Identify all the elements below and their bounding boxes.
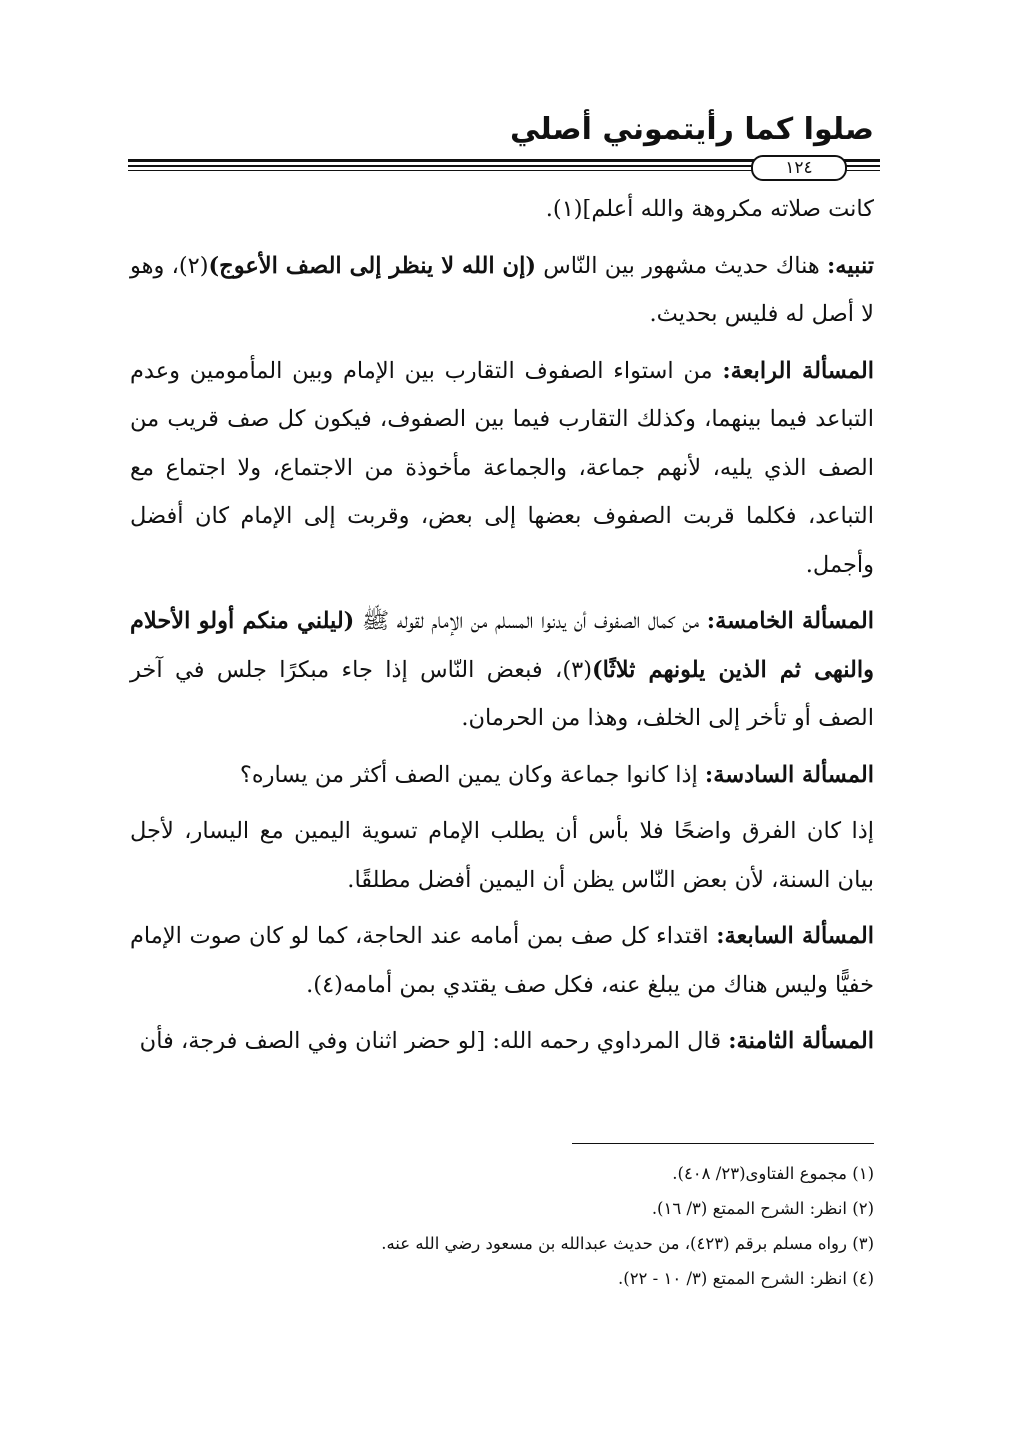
footnotes [130, 1156, 874, 1296]
page-header-title: صلوا كما رأيتموني أصلي [510, 112, 874, 147]
paragraph-note [130, 242, 874, 339]
footnote-separator [572, 1143, 874, 1144]
paragraph-label: المسألة الخامسة: [706, 608, 875, 634]
footnote-2: (٢) انظر: الشرح الممتع (٣/ ١٦). [651, 1199, 874, 1218]
page-number: ١٢٤ [751, 155, 847, 181]
paragraph-1 [130, 185, 874, 234]
paragraph-issue-5 [130, 597, 874, 743]
main-text [130, 185, 874, 1074]
hadith-quote: (ليلني منكم أولو الأحلام والنهى ثم الذين يلونهم ثلاثًا) [130, 608, 874, 683]
paragraph-label: المسألة السادسة: [704, 761, 874, 788]
paragraph-text: كانت صلاته مكروهة والله أعلم](١). [545, 196, 874, 222]
hadith-quote: (إن الله لا ينظر إلى الصف الأعوج) [208, 252, 536, 279]
paragraph-issue-6-answer [130, 807, 874, 904]
paragraph-text: اقتداء كل صف بمن أمامه عند الحاجة، كما لو كان صوت الإمام خفيًّا وليس هناك من يبلغ عنه، فكل صف يقتدي بمن أمامه(٤). [130, 923, 874, 998]
paragraph-text: هناك حديث مشهور بين النّاس [543, 252, 820, 279]
paragraph-text: قال المرداوي رحمه الله: [لو حضر اثنان وفي الصف فرجة، فأن [139, 1028, 722, 1054]
footnote-1: (١) مجموع الفتاوى(٢٣/ ٤٠٨). [672, 1164, 874, 1183]
paragraph-issue-4 [130, 347, 874, 590]
paragraph-text: إذا كان الفرق واضحًا فلا بأس أن يطلب الإمام تسوية اليمين مع اليسار، لأجل بيان السنة، لأن بعض النّاس يظن أن اليمين أفضل مطلقًا. [130, 818, 874, 893]
paragraph-text: إذا كانوا جماعة وكان يمين الصف أكثر من يساره؟ [239, 761, 698, 788]
header-rule [128, 155, 880, 179]
paragraph-text: من استواء الصفوف التقارب بين الإمام وبين المأمومين وعدم التباعد فيما بينهما، وكذلك التقارب فيما بين الصفوف، فيكون كل صف قريب من الصف الذي يليه، لأنهم جماعة، والجماعة مأخوذة من الاجتماع، ولا اجتماع مع التباعد، فكلما قربت الصفوف بعضها إلى بعض، وقربت إلى الإمام كان أفضل وأجمل. [130, 357, 874, 578]
paragraph-label: المسألة السابعة: [716, 923, 874, 949]
footnote-4: (٤) انظر: الشرح الممتع (٣/ ١٠ - ٢٢). [618, 1269, 874, 1288]
paragraph-issue-8 [130, 1017, 874, 1066]
paragraph-issue-6 [130, 751, 874, 800]
paragraph-label: المسألة الرابعة: [722, 357, 874, 384]
paragraph-issue-7 [130, 912, 874, 1009]
paragraph-text-after: (٢)، وهو لا أصل له فليس بحديث. [130, 252, 874, 327]
paragraph-label: تنبيه: [827, 252, 874, 279]
paragraph-text-after: (٣)، فبعض النّاس إذا جاء مبكرًا جلس في آخر الصف أو تأخر إلى الخلف، وهذا من الحرمان. [130, 656, 874, 731]
paragraph-label: المسألة الثامنة: [728, 1028, 874, 1054]
paragraph-text: من كمال الصفوف أن يدنوا المسلم من الإمام لقوله ﷺ [361, 608, 700, 634]
footnote-3: (٣) رواه مسلم برقم (٤٢٣)، من حديث عبدالله بن مسعود رضي الله عنه. [381, 1234, 874, 1253]
